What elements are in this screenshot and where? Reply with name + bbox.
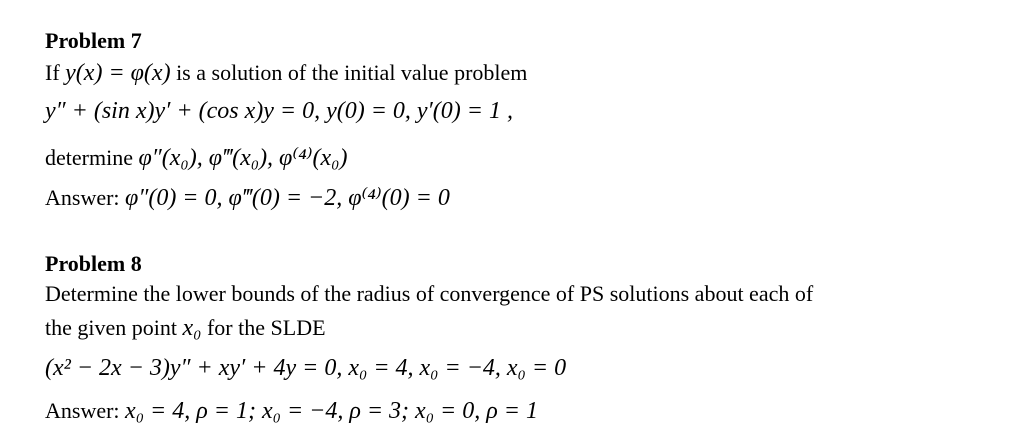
problem-8-heading: Problem 8 — [45, 251, 142, 276]
text-line-2-prefix: the given point — [45, 315, 177, 340]
answer-expression: x₀ = 4, ρ = 1; x₀ = −4, ρ = 3; x₀ = 0, ρ = 1 — [125, 398, 538, 424]
problem-7-determine — [45, 143, 347, 172]
determine-label: determine — [45, 145, 133, 170]
problem-7-statement — [45, 60, 527, 87]
statement-suffix: is a solution of the initial value problem — [176, 60, 528, 85]
problem-7-answer — [45, 183, 450, 212]
problem-8-text-line-2 — [45, 315, 326, 342]
problem-8-equation: (x² − 2x − 3)y″ + xy′ + 4y = 0, x₀ = 4, x₀ = −4, x₀ = 0 — [45, 355, 567, 381]
point-expression: x₀ — [182, 315, 202, 341]
problem-8-answer — [45, 398, 538, 425]
solution-expression: y(x) = φ(x) — [65, 60, 171, 86]
statement-prefix: If — [45, 60, 60, 85]
answer-label: Answer: — [45, 398, 120, 423]
problem-7-heading: Problem 7 — [45, 28, 142, 53]
text-line-2-suffix: for the SLDE — [206, 315, 326, 340]
answer-expression: φ″(0) = 0, φ‴(0) = −2, φ⁽⁴⁾(0) = 0 — [125, 185, 450, 211]
answer-label: Answer: — [45, 185, 120, 210]
problem-7-equation: y″ + (sin x)y′ + (cos x)y = 0, y(0) = 0, y′(0) = 1 , — [45, 98, 513, 124]
determine-expression: φ″(x₀), φ‴(x₀), φ⁽⁴⁾(x₀) — [138, 145, 348, 171]
problem-8-text-line-1: Determine the lower bounds of the radius of convergence of PS solutions about each of — [45, 281, 814, 306]
